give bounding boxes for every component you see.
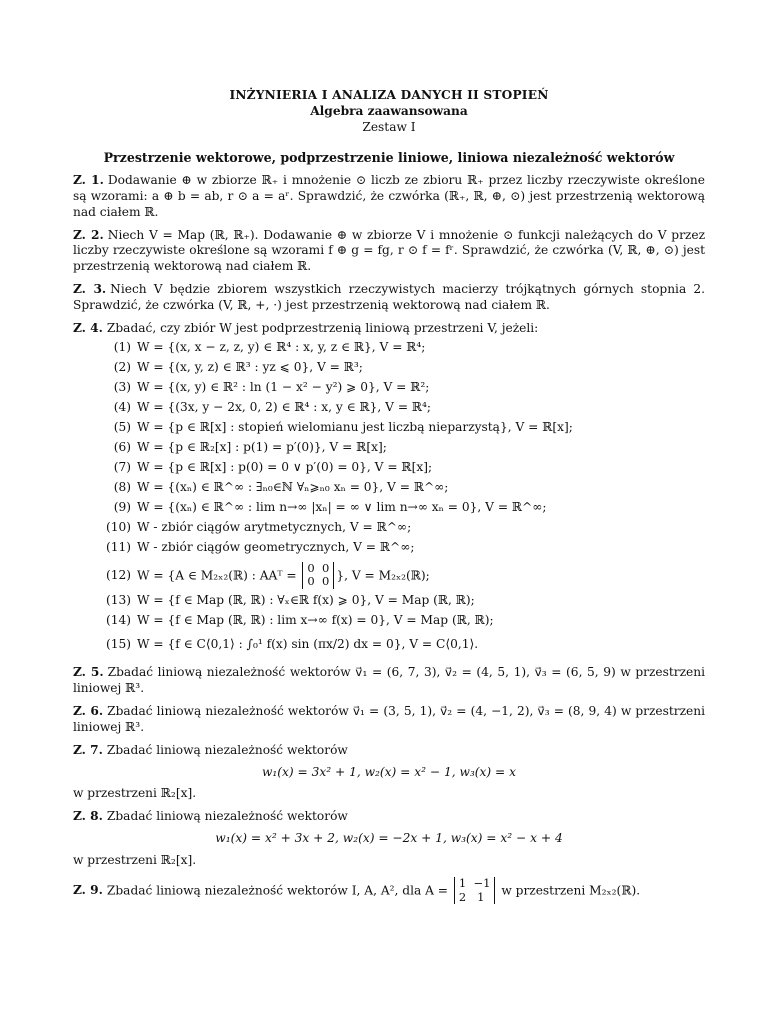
matrix <box>302 562 334 590</box>
problem-number: Z. 6. <box>73 703 104 718</box>
matrix-row: 0 0 <box>307 560 330 575</box>
list-item <box>101 360 705 378</box>
problem-text: Niech V będzie zbiorem wszystkich rzeczywistych macierzy trójkątnych górnych stopnia 2. Sprawdzić, że czwórka (V, ℝ, +, ·) jest przestrzenią wektorową nad ciałem ℝ. <box>73 282 705 312</box>
problem-9 <box>73 877 705 905</box>
problem-6 <box>73 704 705 736</box>
item-text: W = {A ∈ M₂ₓ₂(ℝ) : AAᵀ = <box>137 567 297 582</box>
formula: w₁(x) = x² + 3x + 2, w₂(x) = −2x + 1, w₃(x) = x² − x + 4 <box>215 831 563 846</box>
problem-number: Z. 2. <box>73 227 104 242</box>
problem-3 <box>73 282 705 314</box>
problem-text: Zbadać liniową niezależność wektorów v⃗₁ = (3, 5, 1), v⃗₂ = (4, −1, 2), v⃗₃ = (8, 9, 4) w przestrzeni liniowej ℝ³. <box>73 703 705 734</box>
problem-1 <box>73 173 705 221</box>
item-index: (6) <box>113 439 131 454</box>
list-item <box>101 480 705 498</box>
item-index: (12) <box>105 567 131 582</box>
problem-number: Z. 9. <box>73 883 103 898</box>
item-text: W = {p ∈ ℝ[x] : p(0) = 0 ∨ p′(0) = 0}, V = ℝ[x]; <box>137 459 433 474</box>
problem-4 <box>73 321 705 655</box>
problem-number: Z. 1. <box>73 172 104 187</box>
item-index: (15) <box>105 637 131 652</box>
list-item <box>101 460 705 478</box>
item-text-after: }, V = M₂ₓ₂(ℝ); <box>336 567 430 582</box>
item-index: (7) <box>113 459 131 474</box>
item-index: (2) <box>113 359 131 374</box>
problem-text: Zbadać liniową niezależność wektorów <box>106 809 348 824</box>
matrix-row: 1 −1 <box>458 875 491 890</box>
item-index: (1) <box>113 339 131 354</box>
problem-2 <box>73 228 705 276</box>
list-item <box>101 562 705 590</box>
problem-text: Zbadać, czy zbiór W jest podprzestrzenią liniową przestrzeni V, jeżeli: <box>106 320 539 335</box>
formula: w₁(x) = 3x² + 1, w₂(x) = x² − 1, w₃(x) = x <box>261 764 517 779</box>
set-label: Zestaw I <box>362 119 416 134</box>
list-item <box>101 520 705 538</box>
item-text: W = {p ∈ ℝ[x] : stopień wielomianu jest liczbą nieparzystą}, V = ℝ[x]; <box>137 419 573 434</box>
problem-number: Z. 8. <box>73 809 103 824</box>
document-title: INŻYNIERIA I ANALIZA DANYCH II STOPIEŃ <box>229 88 549 102</box>
item-text: W = {(x, x − z, z, y) ∈ ℝ⁴ : x, y, z ∈ ℝ}, V = ℝ⁴; <box>137 339 426 354</box>
list-item <box>101 420 705 438</box>
section-title: Przestrzenie wektorowe, podprzestrzenie liniowe, liniowa niezależność wektorów <box>103 149 675 165</box>
list-item <box>101 500 705 518</box>
subproblem-list <box>73 340 705 656</box>
problem-8 <box>73 809 705 869</box>
problem-text: Zbadać liniową niezależność wektorów I, A, A², dla A = <box>106 883 448 898</box>
document-page <box>73 88 705 904</box>
problem-text-after: w przestrzeni M₂ₓ₂(ℝ). <box>501 883 641 898</box>
item-text: W = {f ∈ Map (ℝ, ℝ) : ∀ₓ∈ℝ f(x) ⩾ 0}, V = Map (ℝ, ℝ); <box>137 593 475 608</box>
item-text: W = {p ∈ ℝ₂[x] : p(1) = p′(0)}, V = ℝ[x]; <box>137 439 387 454</box>
item-index: (8) <box>113 479 131 494</box>
item-text: W = {(x, y, z) ∈ ℝ³ : yz ⩽ 0}, V = ℝ³; <box>137 359 363 374</box>
item-index: (13) <box>105 593 131 608</box>
list-item <box>101 593 705 611</box>
problem-number: Z. 5. <box>73 665 104 680</box>
problem-text-after: w przestrzeni ℝ₂[x]. <box>73 786 197 801</box>
problem-5 <box>73 665 705 697</box>
item-index: (10) <box>105 519 131 534</box>
item-text: W = {f ∈ C⟨0,1⟩ : ∫₀¹ f(x) sin (πx/2) dx = 0}, V = C⟨0,1⟩. <box>137 637 479 652</box>
item-text: W = {(3x, y − 2x, 0, 2) ∈ ℝ⁴ : x, y ∈ ℝ}, V = ℝ⁴; <box>137 399 432 414</box>
item-index: (14) <box>105 613 131 628</box>
item-index: (4) <box>113 399 131 414</box>
problem-text: Zbadać liniową niezależność wektorów v⃗₁ = (6, 7, 3), v⃗₂ = (4, 5, 1), v⃗₃ = (6, 5, 9) w przestrzeni liniowej ℝ³. <box>73 665 705 696</box>
matrix <box>454 877 496 905</box>
course-name: Algebra zaawansowana <box>310 103 468 118</box>
problem-number: Z. 7. <box>73 742 103 757</box>
item-text: W - zbiór ciągów arytmetycznych, V = ℝ^∞; <box>137 519 412 534</box>
list-item <box>101 440 705 458</box>
list-item <box>101 637 705 655</box>
problem-number: Z. 4. <box>73 320 103 335</box>
item-text: W = {(xₙ) ∈ ℝ^∞ : ∃ₙ₀∈ℕ ∀ₙ⩾ₙ₀ xₙ = 0}, V = ℝ^∞; <box>137 479 449 494</box>
list-item <box>101 340 705 358</box>
item-text: W = {f ∈ Map (ℝ, ℝ) : lim x→∞ f(x) = 0}, V = Map (ℝ, ℝ); <box>137 613 494 628</box>
list-item <box>101 613 705 631</box>
item-text: W = {(xₙ) ∈ ℝ^∞ : lim n→∞ |xₙ| = ∞ ∨ lim n→∞ xₙ = 0}, V = ℝ^∞; <box>137 499 547 514</box>
item-text: W = {(x, y) ∈ ℝ² : ln (1 − x² − y²) ⩾ 0}, V = ℝ²; <box>137 379 430 394</box>
item-text: W - zbiór ciągów geometrycznych, V = ℝ^∞; <box>137 539 415 554</box>
problem-7 <box>73 743 705 803</box>
problem-text: Niech V = Map (ℝ, ℝ₊). Dodawanie ⊕ w zbiorze V i mnożenie ⊙ funkcji należących do V przez liczby rzeczywiste określone są wzorami f ⊕ g = fg, r ⊙ f = fʳ. Sprawdzić, że czwórka (V, ℝ, ⊕, ⊙) jest przestrzenią wektorową nad ciałem ℝ. <box>73 227 705 274</box>
problem-number: Z. 3. <box>73 282 107 297</box>
problem-text: Zbadać liniową niezależność wektorów <box>106 742 348 757</box>
problem-text: Dodawanie ⊕ w zbiorze ℝ₊ i mnożenie ⊙ liczb ze zbioru ℝ₊ przez liczby rzeczywiste określone są wzorami: a ⊕ b = ab, r ⊙ a = aʳ. Sprawdzić, że czwórka (ℝ₊, ℝ, ⊕, ⊙) jest przestrzenią wektorową nad ciałem ℝ. <box>73 172 705 219</box>
item-index: (5) <box>113 419 131 434</box>
matrix-row: 2 1 <box>458 889 485 904</box>
problem-text-after: w przestrzeni ℝ₂[x]. <box>73 853 197 867</box>
item-index: (11) <box>105 539 131 554</box>
list-item <box>101 380 705 398</box>
list-item <box>101 540 705 558</box>
item-index: (3) <box>113 379 131 394</box>
item-index: (9) <box>113 499 131 514</box>
list-item <box>101 400 705 418</box>
matrix-row: 0 0 <box>307 574 330 589</box>
